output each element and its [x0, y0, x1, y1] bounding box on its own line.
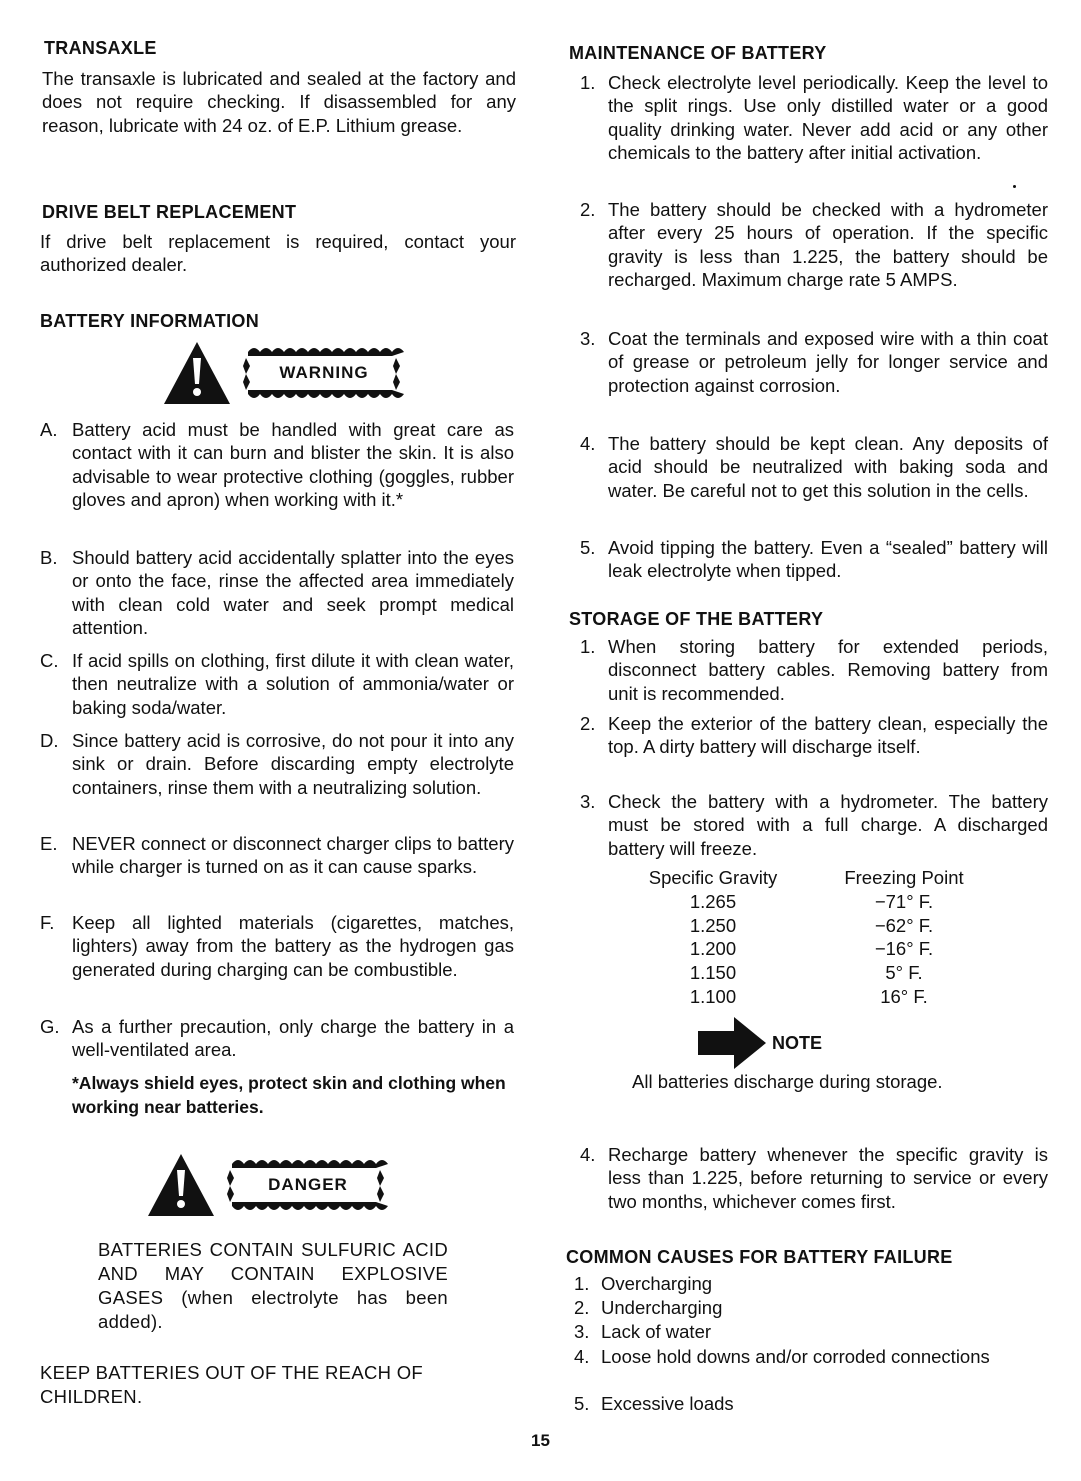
- list-item: A. Battery acid must be handled with great care as contact with it can burn and blister the skin. It is also advisable to wear protective clothing (goggles, rubber gloves and apron) when working with it.*: [40, 419, 514, 510]
- maintenance-heading: MAINTENANCE OF BATTERY: [569, 43, 827, 63]
- danger-sign: [146, 1152, 392, 1218]
- failure-heading: COMMON CAUSES FOR BATTERY FAILURE: [566, 1247, 953, 1267]
- safety-footnote: *Always shield eyes, protect skin and clothing when working near batteries.: [72, 1073, 506, 1117]
- table-row: 1.100 16° F.: [689, 985, 928, 1007]
- battery-info-heading: BATTERY INFORMATION: [40, 311, 260, 331]
- list-item: 3. Check the battery with a hydrometer. The battery must be stored with a full charge. A discharged battery will freeze.: [580, 791, 1048, 859]
- table-row: 1.250 −62° F.: [689, 914, 934, 936]
- arrow-right-icon: [696, 1015, 768, 1071]
- list-item: 5. Avoid tipping the battery. Even a “sealed” battery will leak electrolyte when tipped.: [580, 537, 1048, 582]
- transaxle-heading: TRANSAXLE: [44, 38, 157, 58]
- list-item: D. Since battery acid is corrosive, do not pour it into any sink or drain. Before discarding empty electrolyte containers, rinse them with a neutralizing solution.: [40, 730, 514, 798]
- page-number: 15: [531, 1431, 550, 1450]
- list-item: 1. Overcharging: [574, 1273, 713, 1294]
- danger-label: DANGER: [268, 1175, 348, 1194]
- list-item: F. Keep all lighted materials (cigarettes, matches, lighters) away from the battery as the hydrogen gas generated during charging can be combustible.: [40, 912, 514, 980]
- warning-banner: [240, 344, 408, 402]
- list-item: C. If acid spills on clothing, first dilute it with clean water, then neutralize with a solution of ammonia/water or baking soda/water.: [40, 650, 514, 718]
- column-header: Freezing Point: [844, 867, 964, 888]
- danger-text: BATTERIES CONTAIN SULFURIC ACID AND MAY CONTAIN EXPLOSIVE GASES (when electrolyte has been added).: [98, 1239, 448, 1332]
- list-item: B. Should battery acid accidentally splatter into the eyes or onto the face, rinse the affected area immediately with clean cold water and seek prompt medical attention.: [40, 547, 514, 638]
- danger-triangle-icon: [146, 1152, 216, 1218]
- note-callout: [696, 1015, 822, 1071]
- list-item: 2. The battery should be checked with a hydrometer after every 25 hours of operation. If the specific gravity is less than 1.225, the battery should be recharged. Maximum charge rate 5 AMPS.: [580, 199, 1048, 290]
- column-header: Specific Gravity: [648, 867, 778, 888]
- list-item: 4. Loose hold downs and/or corroded connections: [574, 1346, 990, 1367]
- note-label: NOTE: [772, 1032, 823, 1053]
- danger-banner: [224, 1156, 392, 1214]
- table-row: 1.265 −71° F.: [689, 890, 934, 912]
- list-item: 4. The battery should be kept clean. Any deposits of acid should be neutralized with baking soda and water. Be careful not to get this solution in the cells.: [580, 433, 1048, 501]
- freezing-point-table: [633, 866, 993, 1009]
- list-item: G. As a further precaution, only charge the battery in a well-ventilated area.: [40, 1016, 514, 1061]
- transaxle-body: The transaxle is lubricated and sealed at the factory and does not require checking. If disassembled for any reason, lubricate with 24 oz. of E.P. Lithium grease.: [42, 68, 516, 136]
- table-row: 1.150 5° F.: [689, 962, 923, 984]
- list-item: 4. Recharge battery whenever the specific gravity is less than 1.225, before returning to service or every two months, whichever comes first.: [580, 1144, 1048, 1212]
- table-row: 1.200 −16° F.: [689, 938, 934, 960]
- list-item: 1. Check electrolyte level periodically. Keep the level to the split rings. Use only distilled water or a good quality drinking water. Never add acid or any other chemicals to the battery after initial activation.: [580, 72, 1048, 163]
- list-item: 5. Excessive loads: [574, 1393, 734, 1414]
- keep-away-text: KEEP BATTERIES OUT OF THE REACH OF CHILDREN.: [40, 1362, 424, 1407]
- print-speck: [1013, 185, 1016, 188]
- storage-heading: STORAGE OF THE BATTERY: [569, 609, 824, 629]
- list-item: 3. Lack of water: [574, 1321, 712, 1342]
- table-header-row: [633, 866, 993, 890]
- warning-label: WARNING: [279, 363, 369, 382]
- list-item: 1. When storing battery for extended periods, disconnect battery cables. Removing battery from unit is recommended.: [580, 636, 1048, 704]
- drive-belt-body: If drive belt replacement is required, contact your authorized dealer.: [40, 231, 516, 276]
- drive-belt-heading: DRIVE BELT REPLACEMENT: [42, 202, 297, 222]
- list-item: 2. Keep the exterior of the battery clean, especially the top. A dirty battery will discharge itself.: [580, 713, 1048, 758]
- warning-triangle-icon: [162, 340, 232, 406]
- list-item: 3. Coat the terminals and exposed wire with a thin coat of grease or petroleum jelly for longer service and protection against corrosion.: [580, 328, 1048, 396]
- note-text: All batteries discharge during storage.: [632, 1071, 943, 1092]
- list-item: E. NEVER connect or disconnect charger clips to battery while charger is turned on as it can cause sparks.: [40, 833, 514, 878]
- warning-sign: [162, 340, 408, 406]
- list-item: 2. Undercharging: [574, 1297, 723, 1318]
